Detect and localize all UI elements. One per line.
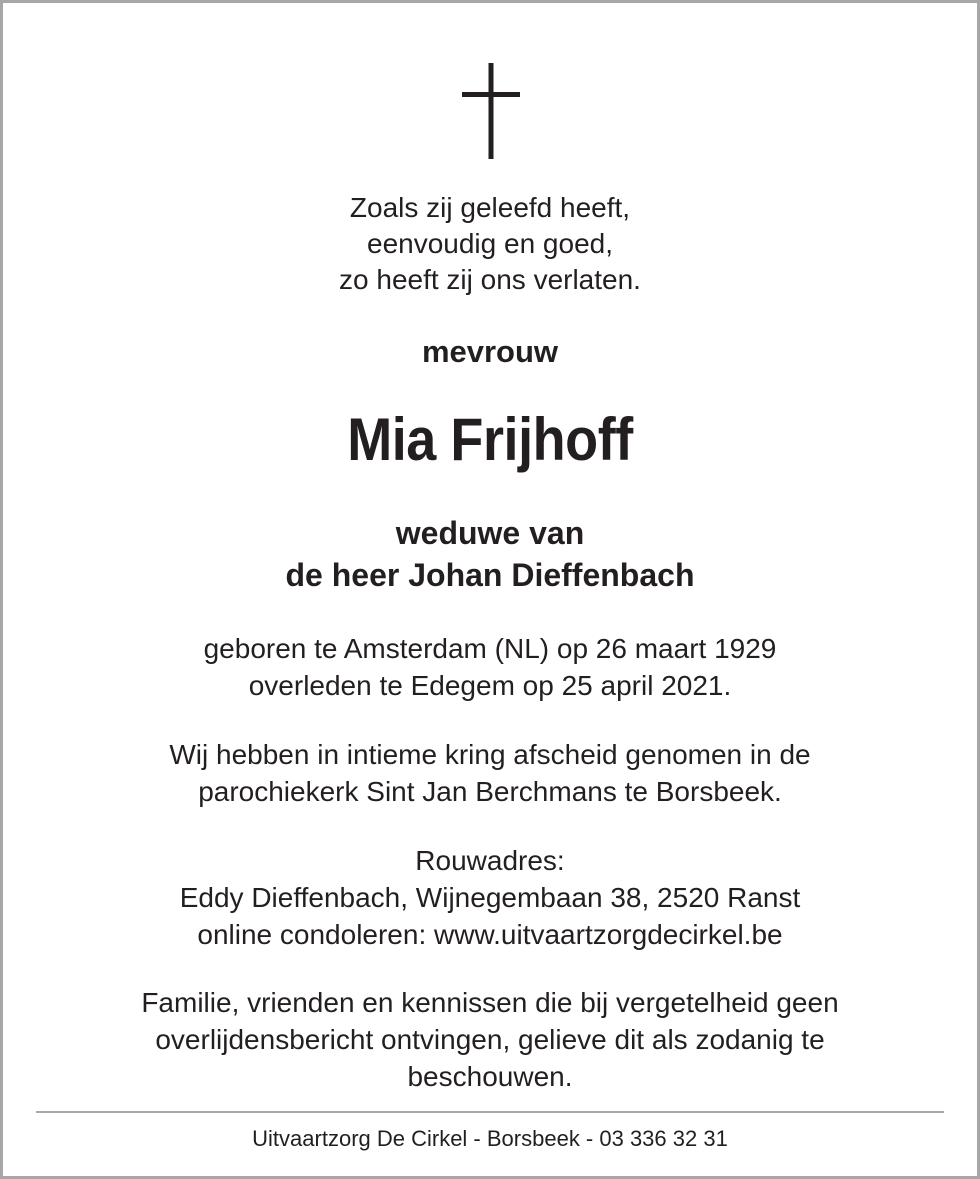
address-heading: Rouwadres: <box>415 845 565 876</box>
cross-icon <box>462 63 520 159</box>
mourning-address <box>0 842 980 953</box>
motto-line: zo heeft zij ons verlaten. <box>339 264 641 295</box>
farewell-line: parochiekerk Sint Jan Berchmans te Borsbeek. <box>198 776 782 807</box>
funeral-home-footer: Uitvaartzorg De Cirkel - Borsbeek - 03 336 32 31 <box>252 1126 728 1151</box>
family-notice-line: beschouwen. <box>407 1061 573 1092</box>
spouse-info <box>0 512 980 596</box>
motto <box>0 190 980 298</box>
family-notice-line: Familie, vrienden en kennissen die bij vergetelheid geen <box>141 987 839 1018</box>
spouse-line: weduwe van <box>395 515 585 551</box>
family-notice-line: overlijdensbericht ontvingen, gelieve dit als zodanig te <box>155 1024 825 1055</box>
honorific: mevrouw <box>421 334 559 369</box>
deceased-name: Mia Frijhoff <box>347 406 633 473</box>
motto-line: Zoals zij geleefd heeft, <box>349 192 631 223</box>
motto-line: eenvoudig en goed, <box>367 228 613 259</box>
footer-divider <box>36 1111 944 1113</box>
farewell-line: Wij hebben in intieme kring afscheid genomen in de <box>169 739 811 770</box>
farewell-notice <box>0 736 980 810</box>
family-notice <box>0 984 980 1095</box>
life-dates <box>0 630 980 704</box>
online-condolence: online condoleren: www.uitvaartzorgdecirkel.be <box>197 919 783 950</box>
address-contact: Eddy Dieffenbach, Wijnegembaan 38, 2520 Ranst <box>179 882 801 913</box>
spouse-line: de heer Johan Dieffenbach <box>285 557 695 593</box>
birth-line: geboren te Amsterdam (NL) op 26 maart 1929 <box>203 633 777 664</box>
death-line: overleden te Edegem op 25 april 2021. <box>248 670 732 701</box>
